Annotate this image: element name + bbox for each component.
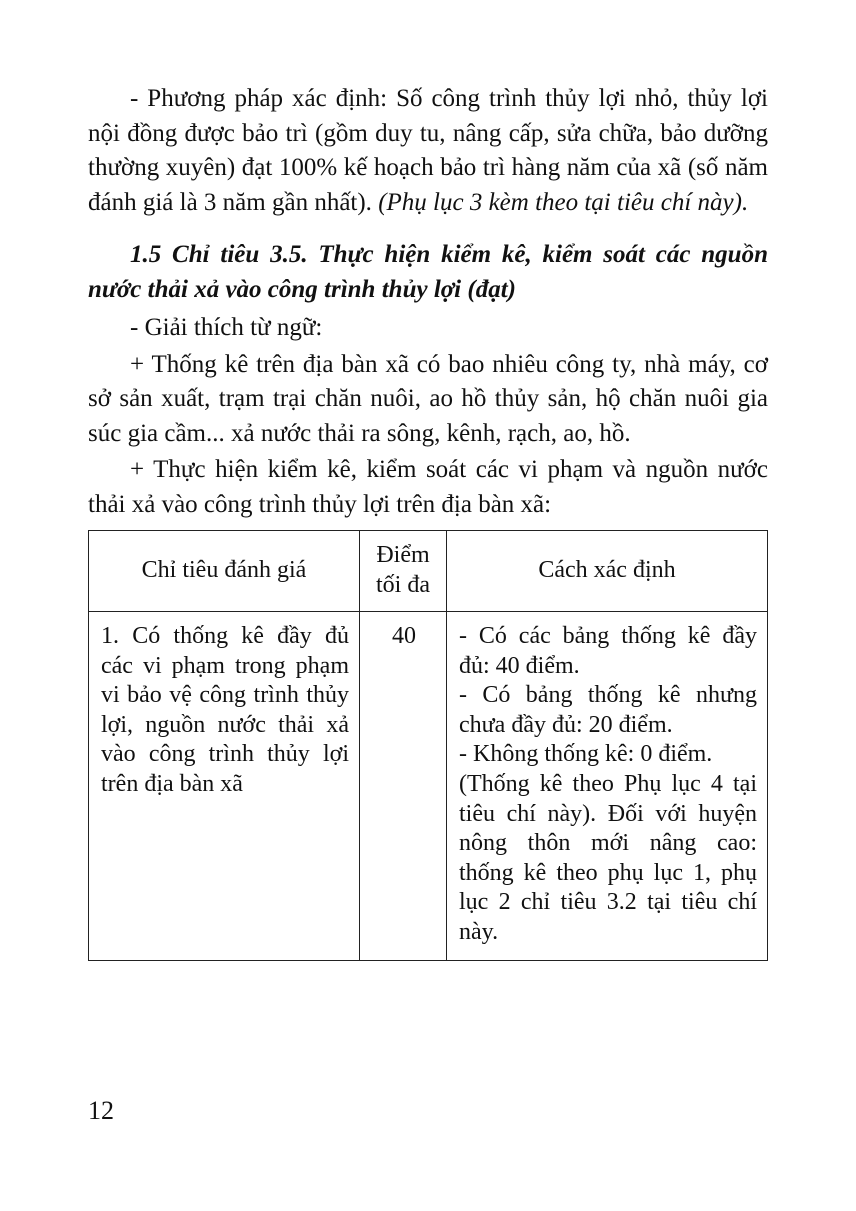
- page-number: 12: [88, 1096, 114, 1125]
- header-method: Cách xác định: [447, 531, 768, 612]
- table-header-row: [89, 531, 768, 612]
- header-max-score-line1: Điểm: [376, 542, 430, 569]
- method-cell: [447, 612, 768, 961]
- method-paragraph: [88, 82, 768, 220]
- method-line-none: - Không thống kê: 0 điểm.: [459, 741, 713, 768]
- max-score-cell: 40: [360, 612, 447, 961]
- method-text: - Phương pháp xác định: Số công trình thủy lợi nhỏ, thủy lợi nội đồng được bảo trì (gồm duy tu, nâng cấp, sửa chữa, bảo dưỡng thường xuyên) đạt 100% kế hoạch bảo trì hàng năm của xã (số năm đánh giá là 3 năm gần nhất).: [88, 85, 768, 216]
- method-line-note: (Thống kê theo Phụ lục 4 tại tiêu chí này). Đối với huyện nông thôn mới nâng cao: thống kê theo phụ lục 1, phụ lục 2 chỉ tiêu 3.2 tại tiêu chí này.: [459, 770, 757, 945]
- header-criterion: Chỉ tiêu đánh giá: [89, 531, 360, 612]
- method-line-full: - Có các bảng thống kê đầy đủ: 40 điểm.: [459, 623, 757, 679]
- header-max-score: [360, 531, 447, 612]
- table-row: [89, 612, 768, 961]
- inventory-paragraph: + Thực hiện kiểm kê, kiểm soát các vi phạm và nguồn nước thải xả vào công trình thủy lợi trên địa bàn xã:: [88, 456, 768, 518]
- criteria-table: [88, 530, 768, 961]
- section-heading: 1.5 Chỉ tiêu 3.5. Thực hiện kiểm kê, kiểm soát các nguồn nước thải xả vào công trình thủy lợi (đạt): [88, 241, 768, 303]
- explain-paragraph: - Giải thích từ ngữ:: [130, 314, 323, 341]
- method-note: (Phụ lục 3 kèm theo tại tiêu chí này).: [378, 188, 749, 216]
- statistics-paragraph: + Thống kê trên địa bàn xã có bao nhiêu công ty, nhà máy, cơ sở sản xuất, trạm trại chăn nuôi, ao hồ thủy sản, hộ chăn nuôi gia súc gia cầm... xả nước thải ra sông, kênh, rạch, ao, hồ.: [88, 350, 768, 447]
- header-max-score-line2: tối đa: [376, 572, 430, 598]
- method-line-partial: - Có bảng thống kê nhưng chưa đầy đủ: 20 điểm.: [459, 682, 757, 738]
- criterion-cell: 1. Có thống kê đầy đủ các vi phạm trong phạm vi bảo vệ công trình thủy lợi, nguồn nước thải xả vào công trình thủy lợi trên địa bàn xã: [89, 612, 360, 961]
- page-content: [88, 82, 768, 961]
